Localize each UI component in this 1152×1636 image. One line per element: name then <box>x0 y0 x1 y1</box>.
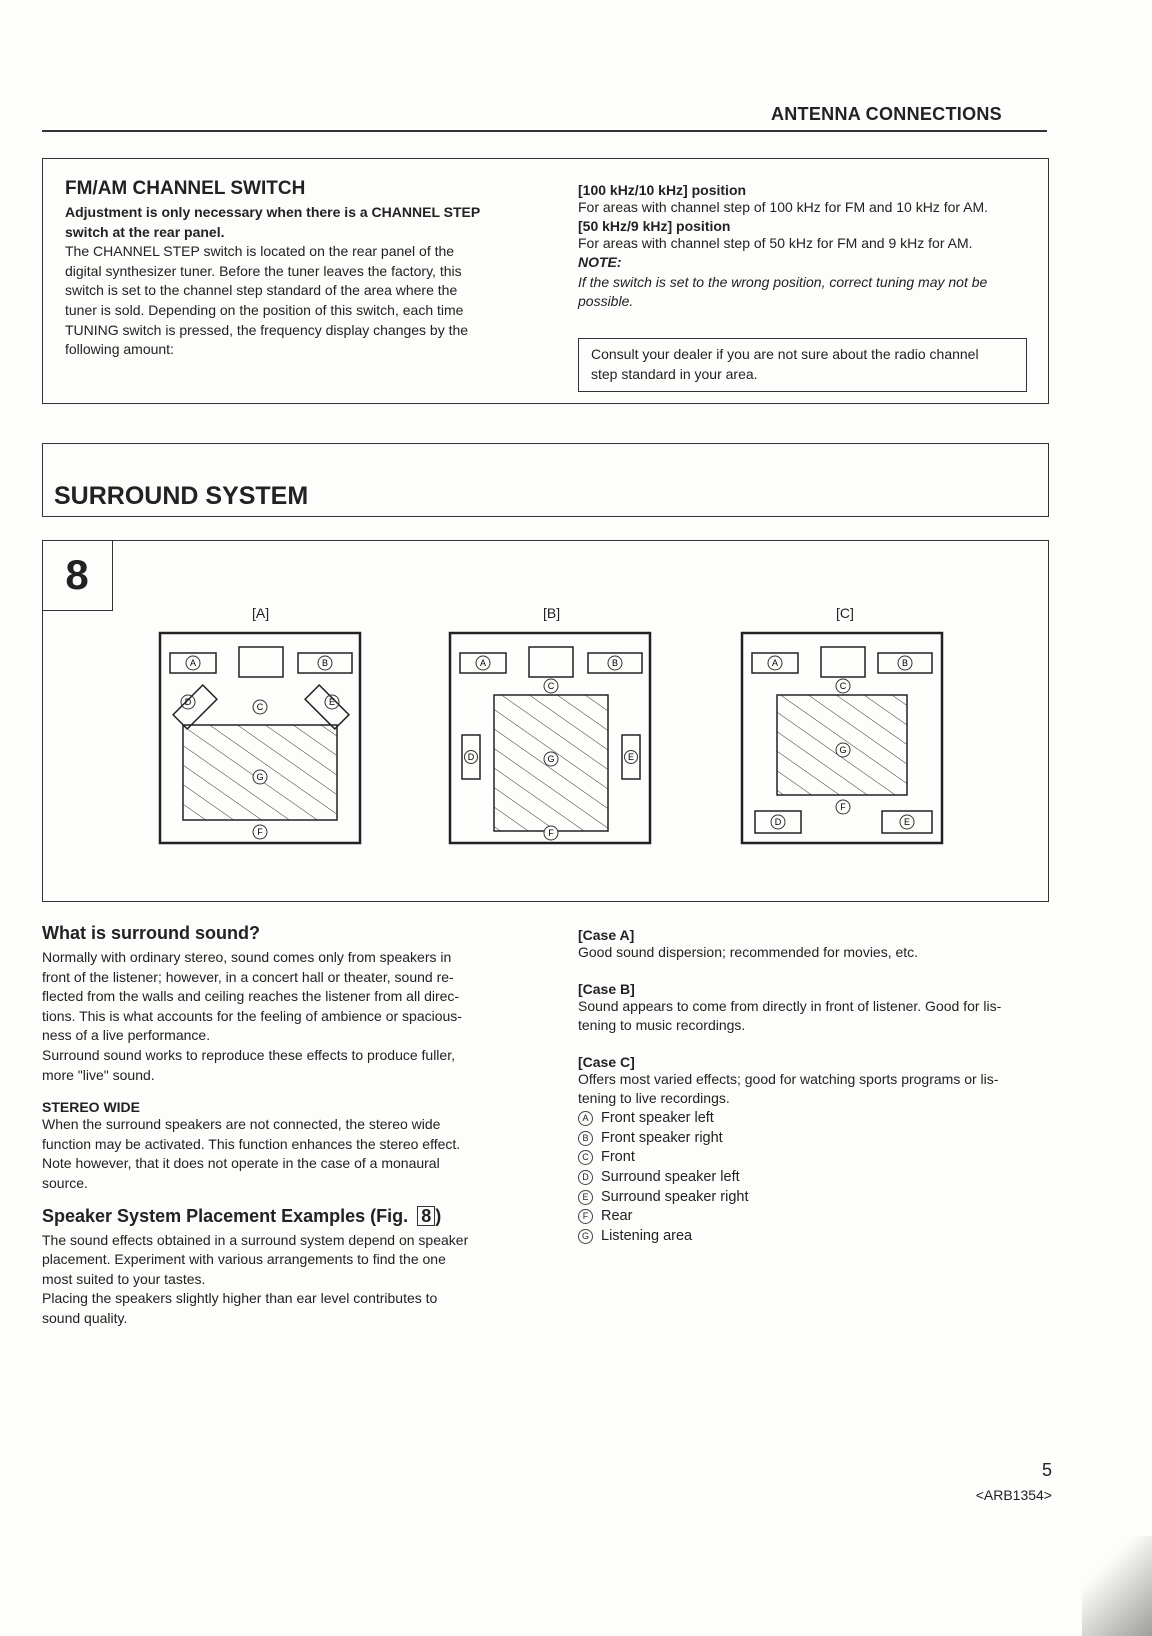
figure-number: 8 <box>42 540 113 611</box>
section-header-title: ANTENNA CONNECTIONS <box>770 104 1002 124</box>
case-a-text: Good sound dispersion; recommended for movies, etc. <box>578 944 919 960</box>
placement-line-5: sound quality. <box>42 1309 128 1326</box>
what-line-3: flected from the walls and ceiling reaches the listener from all direc- <box>42 988 460 1005</box>
legend-item-a <box>578 1109 1048 1129</box>
stereo-wide-title: STEREO WIDE <box>42 1099 141 1116</box>
figure-label-b: [B] <box>543 605 561 621</box>
diagram-a-label-c: C <box>256 702 264 712</box>
figure-label-a: [A] <box>252 605 270 621</box>
diagram-b-speaker-c <box>529 647 573 677</box>
diagram-c-label-f: F <box>840 802 846 812</box>
case-a-title: [Case A] <box>578 927 635 943</box>
channel-switch-body-4: tuner is sold. Depending on the position of this switch, each time <box>65 301 464 318</box>
legend-text-c: Front <box>601 1149 635 1166</box>
channel-switch-title: FM/AM CHANNEL SWITCH <box>65 178 306 199</box>
placement-fig-ref: 8 <box>417 1206 435 1226</box>
diagram-b-label-a: A <box>479 658 487 668</box>
consult-dealer-box <box>578 338 1027 392</box>
legend-key-e: E <box>578 1190 593 1205</box>
placement-title-close: ) <box>435 1205 442 1226</box>
legend-text-f: Rear <box>601 1208 633 1225</box>
stereo-line-3: Note however, that it does not operate in the case of a monaural <box>42 1155 440 1172</box>
diagram-c-label-a: A <box>771 658 779 668</box>
consult-line-2: step standard in your area. <box>591 365 758 382</box>
figure-label-c: [C] <box>836 605 854 621</box>
case-b-line-2: tening to music recordings. <box>578 1017 746 1034</box>
diagram-c-label-d: D <box>774 817 782 827</box>
diagram-a-label-b: B <box>321 658 329 668</box>
diagram-c-label-c: C <box>839 681 847 691</box>
placement-line-4: Placing the speakers slightly higher than ear level contributes to <box>42 1290 438 1307</box>
channel-switch-body-2: digital synthesizer tuner. Before the tuner leaves the factory, this <box>65 262 462 279</box>
case-b-line-1: Sound appears to come from directly in front of listener. Good for lis- <box>578 997 1002 1014</box>
consult-line-1: Consult your dealer if you are not sure about the radio channel <box>591 346 979 362</box>
case-c-line-1: Offers most varied effects; good for watching sports programs or lis- <box>578 1070 999 1087</box>
position-50khz-title: [50 kHz/9 kHz] position <box>578 217 731 234</box>
placement-examples-title <box>42 1206 522 1227</box>
what-line-1: Normally with ordinary stereo, sound comes only from speakers in <box>42 949 452 965</box>
diagram-c-speaker-c <box>821 647 865 677</box>
page-number: 5 <box>1041 1460 1052 1480</box>
legend-text-d: Surround speaker left <box>601 1169 740 1186</box>
note-line-2: possible. <box>578 293 634 310</box>
surround-title: SURROUND SYSTEM <box>54 482 309 510</box>
legend-key-a: A <box>578 1111 593 1126</box>
document-code: <ARB1354> <box>975 1487 1052 1503</box>
diagram-a-speaker-d <box>173 685 217 729</box>
what-line-7: more "live" sound. <box>42 1066 155 1083</box>
channel-switch-body-3: switch is set to the channel step standard of the area where the <box>65 282 458 299</box>
channel-switch-body-6: following amount: <box>65 341 174 358</box>
legend-item-c <box>578 1148 1048 1168</box>
speaker-placement-diagrams <box>150 625 1050 850</box>
legend-key-b: B <box>578 1131 593 1146</box>
channel-switch-right-column <box>578 182 1033 312</box>
diagram-a-label-e: E <box>328 697 336 707</box>
legend-item-d <box>578 1168 1048 1188</box>
diagram-b <box>450 633 650 843</box>
legend-item-f <box>578 1207 1048 1227</box>
legend-key-g: G <box>578 1229 593 1244</box>
header-rule <box>42 130 1047 132</box>
stereo-line-2: function may be activated. This function enhances the stereo effect. <box>42 1135 461 1152</box>
legend-item-b <box>578 1129 1048 1149</box>
channel-switch-subtitle-2: switch at the rear panel. <box>65 223 225 240</box>
diagram-a <box>160 633 360 843</box>
note-line-1: If the switch is set to the wrong position, correct tuning may not be <box>578 273 988 290</box>
diagram-b-label-e: E <box>627 752 635 762</box>
legend-text-g: Listening area <box>601 1228 693 1245</box>
diagram-a-label-d: D <box>184 697 192 707</box>
legend-text-e: Surround speaker right <box>601 1188 749 1205</box>
surround-right-column <box>578 927 1048 1247</box>
placement-line-3: most suited to your tastes. <box>42 1270 206 1287</box>
legend-item-g <box>578 1227 1048 1247</box>
note-label: NOTE: <box>578 254 622 271</box>
diagram-c-label-b: B <box>901 658 909 668</box>
position-100khz-text: For areas with channel step of 100 kHz for FM and 10 kHz for AM. <box>578 199 989 215</box>
what-line-6: Surround sound works to reproduce these effects to produce fuller, <box>42 1046 455 1063</box>
legend-item-e <box>578 1188 1048 1208</box>
scan-edge-shadow <box>1082 1536 1152 1636</box>
diagram-a-speaker-c <box>239 647 283 677</box>
case-c-line-2: tening to live recordings. <box>578 1090 730 1107</box>
diagram-a-label-a: A <box>189 658 197 668</box>
diagram-a-label-f: F <box>257 827 263 837</box>
legend-text-a: Front speaker left <box>601 1109 714 1126</box>
channel-switch-subtitle-1: Adjustment is only necessary when there is a CHANNEL STEP <box>65 204 481 220</box>
diagram-b-label-d: D <box>467 752 475 762</box>
diagram-b-label-c: C <box>547 681 555 691</box>
what-line-2: front of the listener; however, in a concert hall or theater, sound re- <box>42 968 454 985</box>
diagram-a-label-g: G <box>256 772 264 782</box>
legend-text-b: Front speaker right <box>601 1129 723 1146</box>
stereo-line-1: When the surround speakers are not connected, the stereo wide <box>42 1116 441 1133</box>
what-line-5: ness of a live performance. <box>42 1027 211 1044</box>
diagram-c-label-g: G <box>839 745 847 755</box>
diagram-b-label-b: B <box>611 658 619 668</box>
stereo-line-4: source. <box>42 1174 88 1191</box>
position-50khz-text: For areas with channel step of 50 kHz for FM and 9 kHz for AM. <box>578 234 973 251</box>
placement-line-1: The sound effects obtained in a surround system depend on speaker <box>42 1231 469 1248</box>
placement-line-2: placement. Experiment with various arrangements to find the one <box>42 1251 446 1268</box>
placement-title-text: Speaker System Placement Examples (Fig. <box>42 1205 409 1226</box>
diagram-b-label-g: G <box>547 754 555 764</box>
position-100khz-title: [100 kHz/10 kHz] position <box>578 182 747 198</box>
channel-switch-body-1: The CHANNEL STEP switch is located on the rear panel of the <box>65 243 455 260</box>
diagram-c-label-e: E <box>903 817 911 827</box>
diagram-c <box>742 633 942 843</box>
legend-key-d: D <box>578 1170 593 1185</box>
surround-left-column <box>42 923 522 1329</box>
channel-switch-left-column <box>65 178 520 360</box>
legend-key-f: F <box>578 1209 593 1224</box>
diagram-b-label-f: F <box>548 828 554 838</box>
legend-key-c: C <box>578 1150 593 1165</box>
what-is-surround-title: What is surround sound? <box>42 923 260 943</box>
case-b-title: [Case B] <box>578 980 635 997</box>
case-c-title: [Case C] <box>578 1053 635 1070</box>
what-line-4: tions. This is what accounts for the feeling of ambience or spacious- <box>42 1007 462 1024</box>
channel-switch-body-5: TUNING switch is pressed, the frequency display changes by the <box>65 321 469 338</box>
